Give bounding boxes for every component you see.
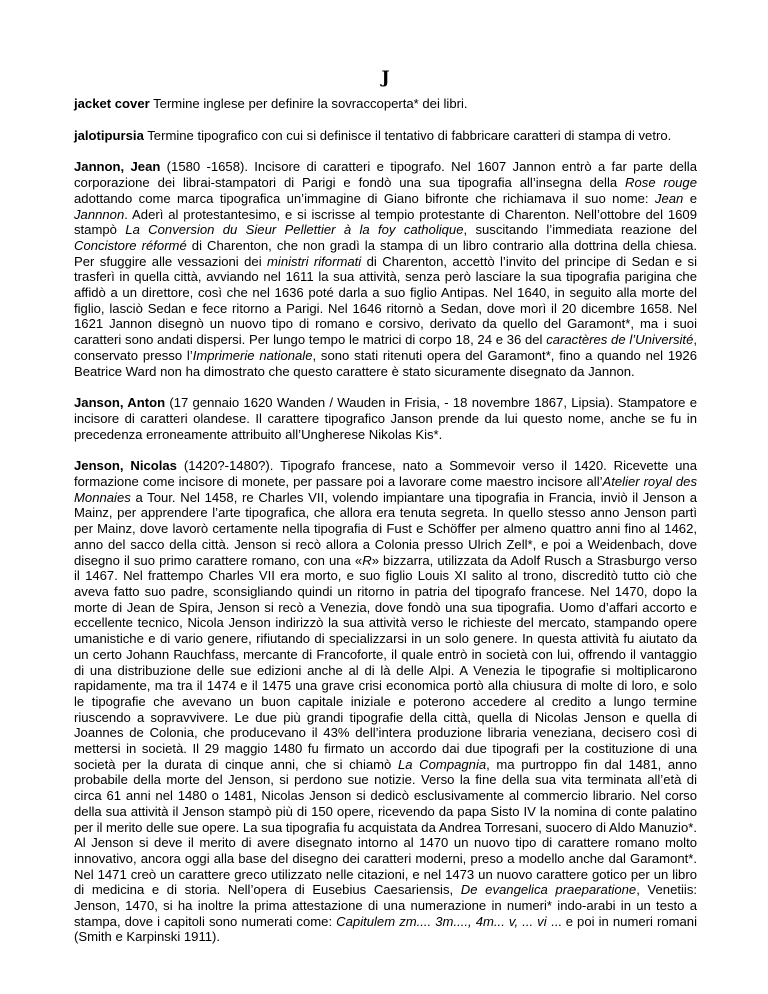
body-text: , suscitando l’immediata reazione del <box>463 222 697 238</box>
body-text: , ma purtroppo fin dal 1481, anno probabile della morte del Jenson, si perdono sue notizie. Verso la fine della sua vita terminata all’età di circa 61 anni nel 1480 o 1481, Nicolas Jenson si dedicò esclusivamente al commercio librario. Nel corso della sua attività il Jenson stampò più di 150 opere, ricevendo da papa Sisto IV la nomina di conte palatino per il merito delle sue opere. La sua tipografia fu acquistata da Andrea Torresani, suocero di Aldo Manuzio*. Al Jenson si deve il merito di avere disegnato intorno al 1470 un nuovo tipo di carattere romano molto innovativo, ancora oggi alla base del disegno dei caratteri moderni, preso a modello anche dal Garamont*. Nel 1471 creò un carattere greco utilizzato nelle citazioni, e nel 1473 un nuovo carattere gotico per un libro di medicina e di storia. Nell’opera di Eusebius Caesariensis, <box>74 756 698 898</box>
italic-term: R <box>362 552 372 568</box>
body-text: . Aderì al protestantesimo, e si iscrisse al tempio protestante di Charenton. Nell’ottobre del 1609 stampò <box>74 206 697 238</box>
dictionary-page <box>74 0 697 945</box>
italic-term: Jean <box>654 190 684 206</box>
entry-body <box>74 458 697 944</box>
entry-body <box>144 128 671 143</box>
body-text: , sono stati ritenuti opera del Garamont*, fino a quando nel 1926 Beatrice Ward non ha dimostrato che questo carattere è stato sicuramente disegnato da Jannon. <box>74 347 697 379</box>
entry-jacket-cover <box>74 96 697 112</box>
body-text: di Charenton, che non gradì la stampa di un libro contrario alla dottrina della chiesa. Per sfuggire alle vessazioni dei <box>74 237 697 269</box>
italic-term: Rose rouge <box>625 175 697 191</box>
body-text: Termine tipografico con cui si definisce il tentativo di fabbricare caratteri di stampa di vetro. <box>143 127 672 143</box>
body-text: ... e poi in numeri romani (Smith e Karpinski 1911). <box>74 913 697 945</box>
body-text: adottando come marca tipografica un’immagine di Giano bifronte che richiamava il suo nome: <box>74 190 655 206</box>
body-text: , Venetiis: Jenson, 1470, si ha inoltre la prima attestazione di una numerazione in numeri* indo-arabi in un testo a stampa, dove i capitoli sono numerati come: <box>74 882 698 929</box>
italic-term: Capitulem zm.... 3m...., 4m... v, ... vi <box>336 913 547 929</box>
italic-term: La Conversion du Sieur Pellettier à la foy catholique <box>125 222 464 238</box>
italic-term: ministri riformati <box>267 253 362 269</box>
entry-jenson-nicolas <box>74 458 697 945</box>
body-text: (17 gennaio 1620 Wanden / Wauden in Frisia, - 18 novembre 1867, Lipsia). Stampatore e incisore di caratteri olandese. Il carattere tipografico Janson prende da lui questo nome, anche se fu in precedenza erroneamente attribuito all’Ungherese Nikolas Kis*. <box>74 395 697 442</box>
entry-headword: jacket cover <box>74 96 150 111</box>
italic-term: caractères de l’Université <box>546 332 694 348</box>
italic-term: La Compagnia <box>397 756 487 772</box>
italic-term: Jannnon <box>74 206 125 222</box>
italic-term: Concistore réformé <box>74 237 187 253</box>
entry-headword: Janson, Anton <box>74 395 166 411</box>
section-letter-heading: J <box>381 68 390 88</box>
entry-headword: Jannon, Jean <box>74 159 161 175</box>
body-text: e <box>683 190 698 206</box>
body-text: a Tour. Nel 1458, re Charles VII, volendo impiantare una tipografia in Francia, inviò il Jenson a Mainz, per apprendere l’arte tipografica, che allora era tenuta segreta. In quello stesso anno Jenson partì per Mainz, dove lavorò certamente nella tipografia di Fust e Schöffer per almeno quattro anni fino al 1462, anno del sacco della città. Jenson si recò allora a Colonia presso Ulrich Zell*, e poi a Weidenbach, dove disegno il suo primo carattere romano, con una « <box>74 489 697 568</box>
entry-body <box>74 395 697 441</box>
body-text: , conservato presso l’ <box>74 332 697 363</box>
entry-janson-anton <box>74 395 697 442</box>
entry-jalotipursia <box>74 128 697 144</box>
entry-headword: jalotipursia <box>74 127 144 143</box>
body-text: di Charenton, accettò l’invito del principe di Sedan e si trasferì in quella città, avviando nel 1611 la sua attività, senza però lasciare la sua tipografia parigina che affidò a un direttore, così che nel 1636 poté darla a suo figlio Antipas. Nel 1640, in seguito alla morte del figlio, lasciò Sedan e fece ritorno a Parigi. Nel 1646 ritornò a Sedan, dove morì il 20 dicembre 1658. Nel 1621 Jannon disegnò un nuovo tipo di romano e corsivo, derivato da quello del Garamont*, ma i suoi caratteri sono andati dispersi. Per lungo tempo le matrici di corpo 18, 24 e 36 del <box>74 253 698 348</box>
body-text: (1420?-1480?). Tipografo francese, nato a Sommevoir verso il 1420. Ricevette una formazione come incisore di monete, per passare poi a lavorare come maestro incisore all’ <box>74 458 697 490</box>
italic-term: Imprimerie nationale <box>192 347 313 363</box>
entry-headword: Jenson, Nicolas <box>74 458 177 474</box>
entry-body <box>74 159 697 378</box>
entry-body <box>150 96 468 111</box>
body-text: » bizzarra, utilizzata da Adolf Rusch a Strasburgo verso il 1467. Nel frattempo Charles VII era morto, e suo figlio Louis XI salito al trono, discreditò tutto ciò che aveva fatto suo padre, sconsigliando quindi un ritorno in patria del tipografo francese. Nel 1470, dopo la morte di Jean de Spira, Jenson si recò a Venezia, dove fondò una sua tipografia. Uomo d’affari accorto e eccellente tecnico, Nicola Jenson indirizzò la sua attività verso le richieste del mercato, stampando opere umanistiche e di vario genere, rifiutando di specializzarsi in un solo genere. In questa attività fu aiutato da un certo Johann Rauchfass, mercante di Francoforte, il quale entrò in società con lui, offrendo il vantaggio di una distribuzione delle sue edizioni anche al di là delle Alpi. A Venezia le tipografie si moltiplicarono rapidamente, ma tra il 1474 e il 1475 una grave crisi economica portò alla chiusura di molte di loro, e solo le tipografie che avevano un buon capitale iniziale e poterono accedere al credito a lungo termine riuscendo a sopravvivere. Le due più grandi tipografie della città, quella di Nicolas Jenson e quella di Joannes de Colonia, che producevano il 43% dell’intera produzione libraria veneziana, decisero così di mettersi in società. Il 29 maggio 1480 fu firmato un accordo dai due tipografi per la costituzione di una società per la durata di cinque anni, che si chiamò <box>74 552 697 772</box>
body-text: Termine inglese per definire la sovraccoperta* dei libri. <box>149 96 468 111</box>
entry-jannon-jean <box>74 159 697 379</box>
italic-term: De evangelica praeparatione <box>460 882 637 898</box>
italic-term: Atelier royal des Monnaies <box>74 474 697 505</box>
body-text: (1580 -1658). Incisore di caratteri e tipografo. Nel 1607 Jannon entrò a far parte della corporazione dei librai-stampatori di Parigi e fondò una sua tipografia all’insegna della <box>74 159 697 191</box>
